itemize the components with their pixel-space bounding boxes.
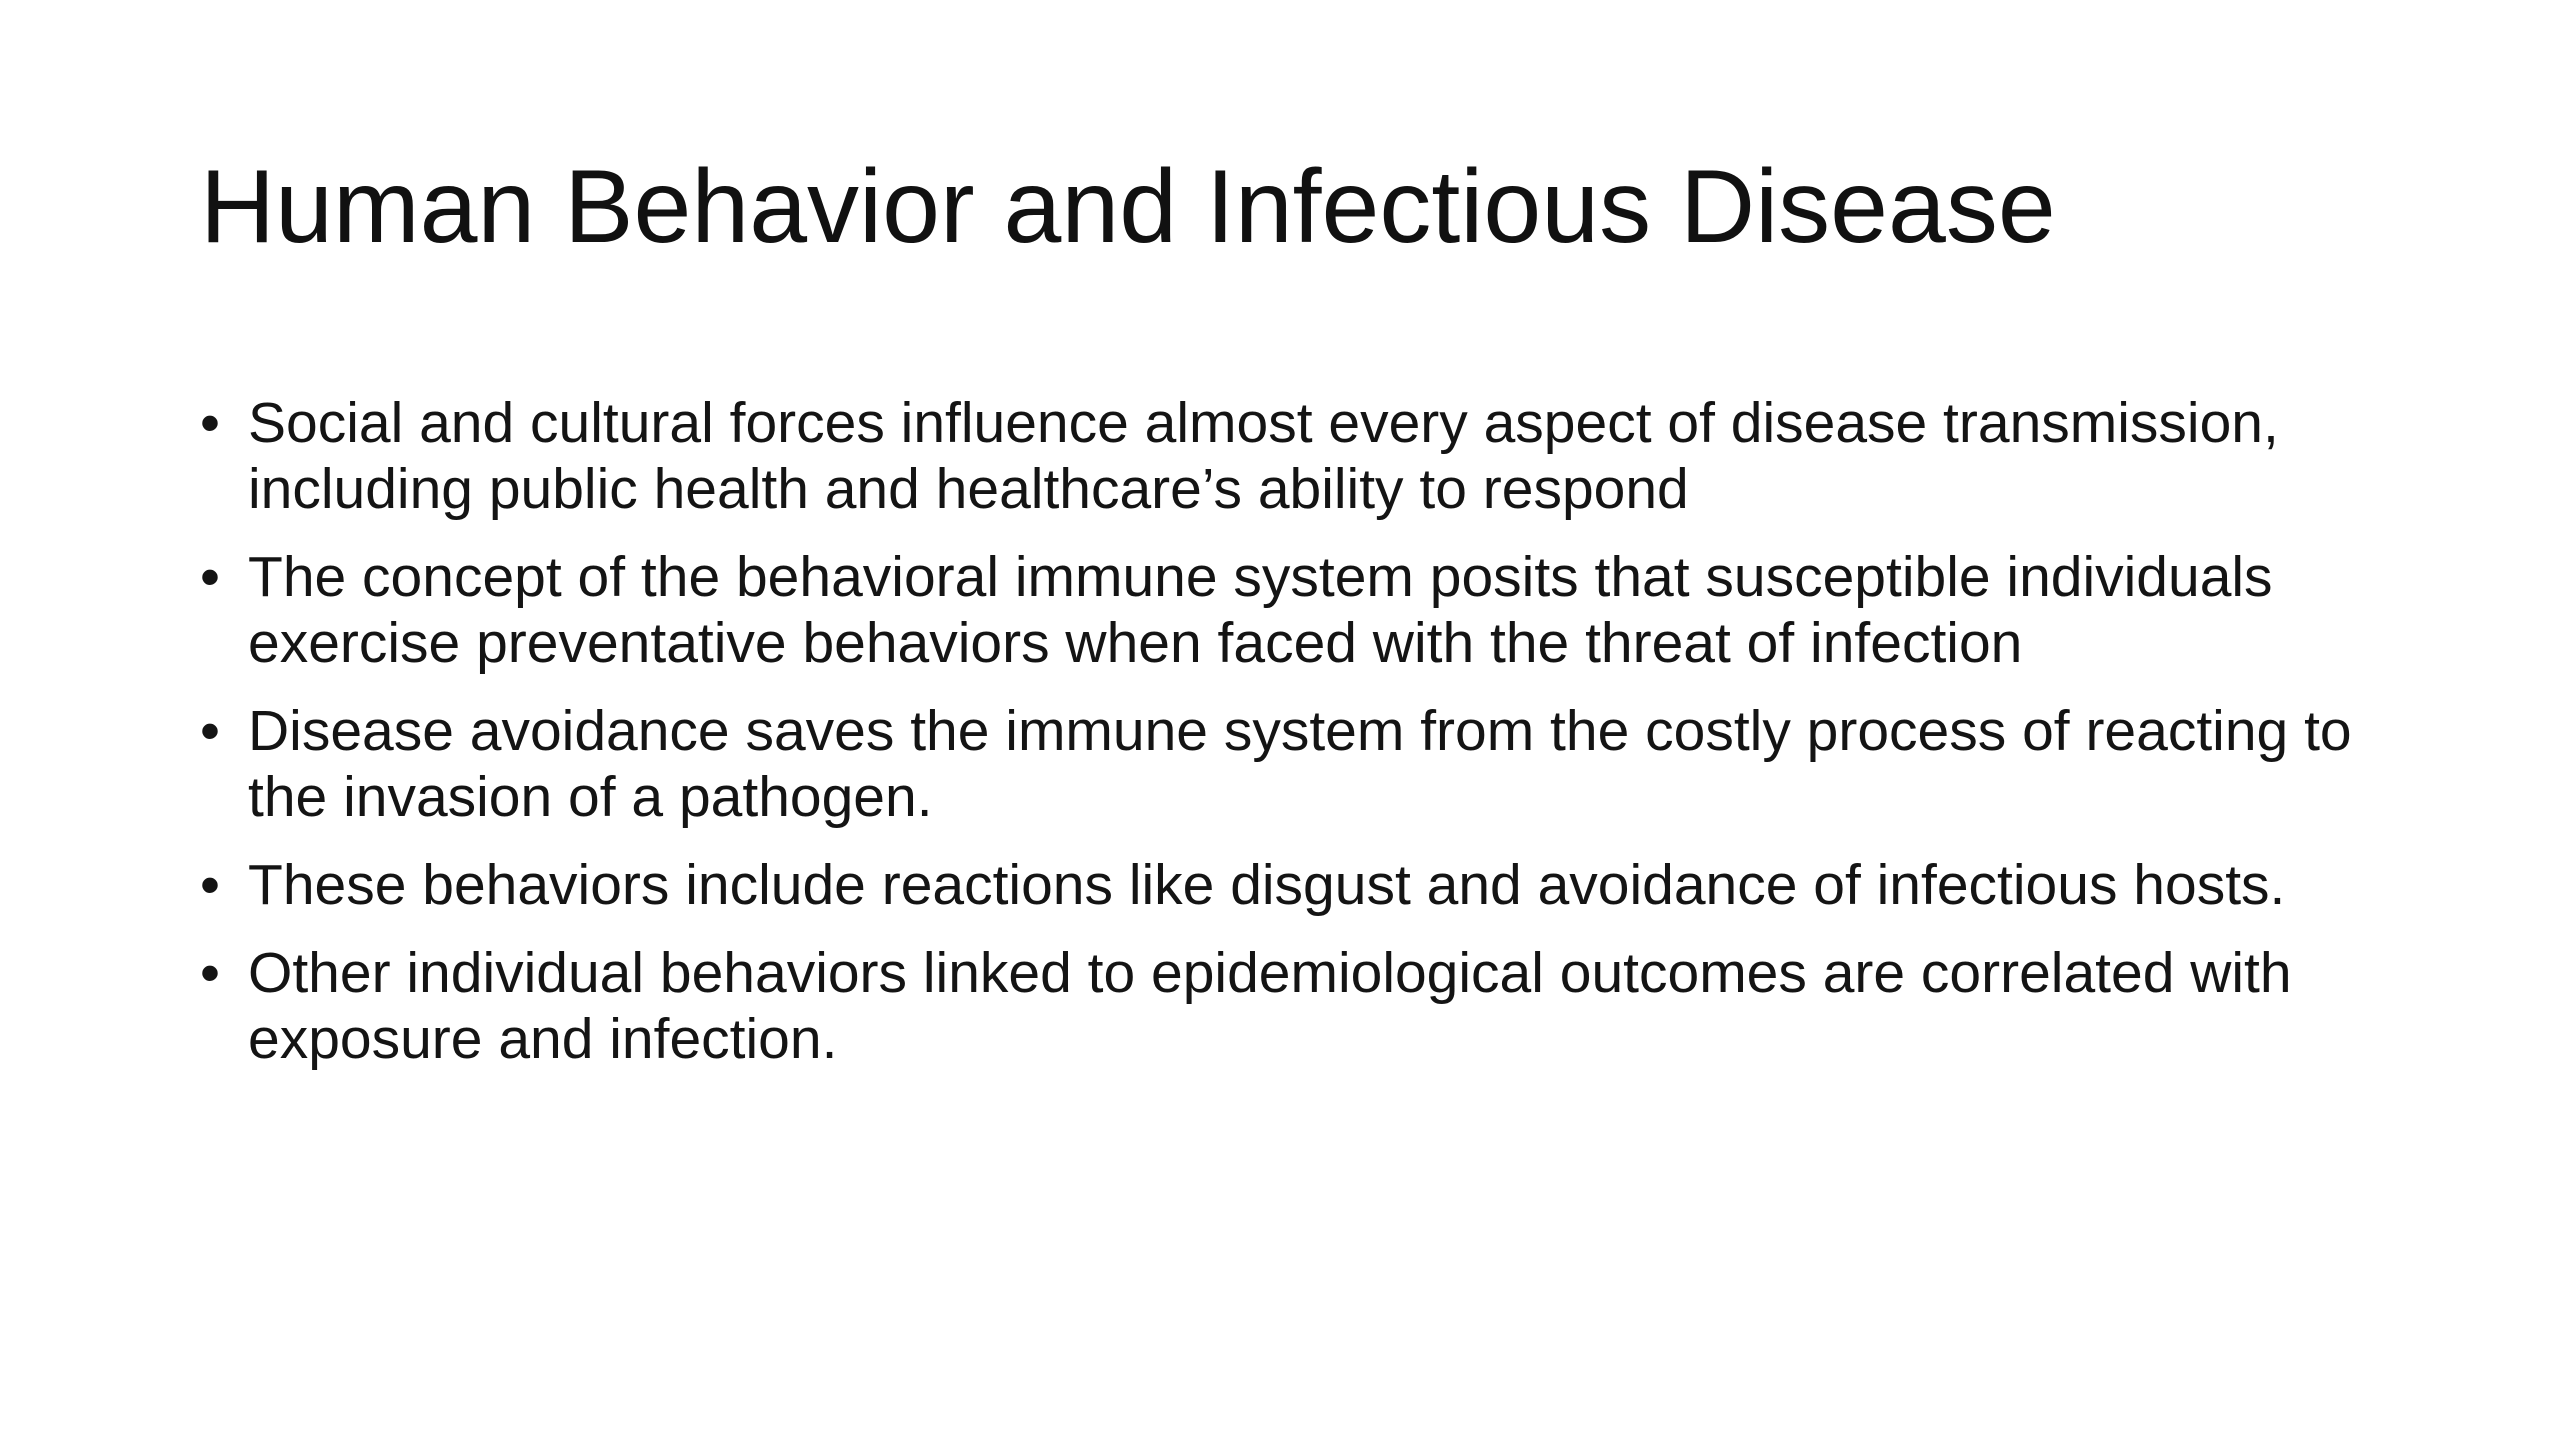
bullet-text: Social and cultural forces influence almost every aspect of disease transmission, including public health and healthcare’s ability to respond	[248, 391, 2279, 521]
bullet-icon: •	[200, 545, 220, 609]
bullet-item	[200, 544, 2400, 676]
bullet-icon: •	[200, 941, 220, 1005]
bullet-list	[200, 390, 2400, 1094]
bullet-text: Disease avoidance saves the immune system from the costly process of reacting to the invasion of a pathogen.	[248, 699, 2352, 829]
bullet-icon: •	[200, 391, 220, 455]
bullet-text: Other individual behaviors linked to epidemiological outcomes are correlated with exposure and infection.	[248, 941, 2292, 1071]
bullet-icon: •	[200, 853, 220, 917]
bullet-text: These behaviors include reactions like disgust and avoidance of infectious hosts.	[248, 853, 2286, 917]
bullet-text: The concept of the behavioral immune system posits that susceptible individuals exercise preventative behaviors when faced with the threat of infection	[248, 545, 2273, 675]
bullet-item	[200, 852, 2400, 918]
bullet-icon: •	[200, 699, 220, 763]
bullet-item	[200, 390, 2400, 522]
bullet-item	[200, 698, 2400, 830]
bullet-item	[200, 940, 2400, 1072]
slide-title: Human Behavior and Infectious Disease	[200, 149, 2056, 265]
